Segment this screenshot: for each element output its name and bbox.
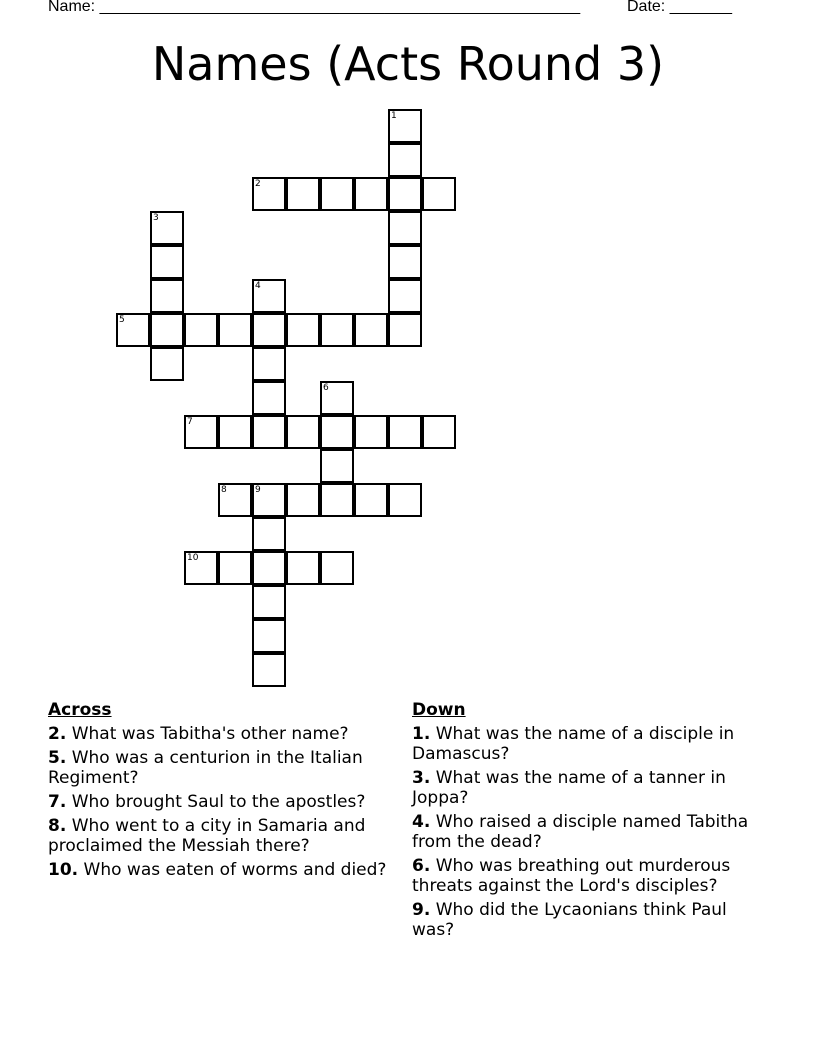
- grid-cell[interactable]: [218, 313, 252, 347]
- grid-cell[interactable]: [354, 313, 388, 347]
- clue-text: Who raised a disciple named Tabitha from the dead?: [412, 812, 749, 852]
- grid-cell[interactable]: [388, 415, 422, 449]
- down-heading: Down: [412, 700, 466, 720]
- across-clue: [48, 816, 393, 856]
- grid-cell[interactable]: [388, 483, 422, 517]
- grid-cell[interactable]: [388, 279, 422, 313]
- grid-cell[interactable]: [252, 279, 286, 313]
- clue-number: 5.: [48, 748, 67, 768]
- grid-cell[interactable]: [252, 585, 286, 619]
- grid-cell[interactable]: [150, 347, 184, 381]
- grid-cell[interactable]: [354, 177, 388, 211]
- grid-cell[interactable]: [184, 415, 218, 449]
- clue-number: 4.: [412, 812, 431, 832]
- down-clue: [412, 856, 772, 896]
- grid-cell[interactable]: [252, 619, 286, 653]
- grid-cell[interactable]: [388, 313, 422, 347]
- grid-cell[interactable]: [320, 449, 354, 483]
- grid-cell[interactable]: [354, 483, 388, 517]
- grid-cell[interactable]: [422, 415, 456, 449]
- across-clues: [48, 700, 393, 884]
- across-clue: [48, 792, 393, 812]
- down-clue: [412, 900, 772, 940]
- clue-text: Who was breathing out murderous threats against the Lord's disciples?: [412, 856, 731, 896]
- grid-cell[interactable]: [286, 313, 320, 347]
- clue-number: 9.: [412, 900, 431, 920]
- clue-text: What was Tabitha's other name?: [71, 724, 349, 744]
- grid-cell[interactable]: [354, 415, 388, 449]
- clue-text: Who did the Lycaonians think Paul was?: [412, 900, 727, 940]
- clue-number-label: 10: [187, 553, 199, 563]
- grid-cell[interactable]: [388, 211, 422, 245]
- grid-cell[interactable]: [320, 551, 354, 585]
- clue-text: Who was eaten of worms and died?: [83, 860, 387, 880]
- grid-cell[interactable]: [218, 415, 252, 449]
- grid-cell[interactable]: [320, 313, 354, 347]
- clue-text: What was the name of a tanner in Joppa?: [412, 768, 726, 808]
- grid-cell[interactable]: [252, 381, 286, 415]
- down-clue: [412, 812, 772, 852]
- down-clue: [412, 768, 772, 808]
- grid-cell[interactable]: [218, 483, 252, 517]
- grid-cell[interactable]: [252, 483, 286, 517]
- clue-number-label: 4: [255, 281, 261, 291]
- grid-cell[interactable]: [388, 177, 422, 211]
- grid-cell[interactable]: [116, 313, 150, 347]
- clue-number-label: 8: [221, 485, 227, 495]
- clue-text: Who was a centurion in the Italian Regiment?: [48, 748, 363, 788]
- clue-number: 3.: [412, 768, 431, 788]
- grid-cell[interactable]: [320, 483, 354, 517]
- clue-number-label: 3: [153, 213, 159, 223]
- date-field-label: Date: _______: [627, 0, 732, 15]
- grid-cell[interactable]: [252, 313, 286, 347]
- clue-text: What was the name of a disciple in Damascus?: [412, 724, 735, 764]
- grid-cell[interactable]: [286, 483, 320, 517]
- grid-cell[interactable]: [184, 551, 218, 585]
- across-clue: [48, 748, 393, 788]
- grid-cell[interactable]: [422, 177, 456, 211]
- clue-number: 1.: [412, 724, 431, 744]
- grid-cell[interactable]: [286, 551, 320, 585]
- grid-cell[interactable]: [388, 143, 422, 177]
- clue-number-label: 1: [391, 111, 397, 121]
- grid-cell[interactable]: [150, 211, 184, 245]
- grid-cell[interactable]: [286, 415, 320, 449]
- clue-number-label: 6: [323, 383, 329, 393]
- grid-cell[interactable]: [252, 517, 286, 551]
- grid-cell[interactable]: [150, 313, 184, 347]
- grid-cell[interactable]: [286, 177, 320, 211]
- clue-number-label: 5: [119, 315, 125, 325]
- grid-cell[interactable]: [252, 415, 286, 449]
- grid-cell[interactable]: [150, 245, 184, 279]
- clue-text: Who brought Saul to the apostles?: [71, 792, 366, 812]
- grid-cell[interactable]: [184, 313, 218, 347]
- grid-cell[interactable]: [252, 653, 286, 687]
- across-clue: [48, 724, 393, 744]
- clue-number: 6.: [412, 856, 431, 876]
- grid-cell[interactable]: [388, 245, 422, 279]
- clue-number-label: 7: [187, 417, 193, 427]
- grid-cell[interactable]: [320, 415, 354, 449]
- across-heading: Across: [48, 700, 112, 720]
- grid-cell[interactable]: [320, 177, 354, 211]
- grid-cell[interactable]: [150, 279, 184, 313]
- clue-number-label: 2: [255, 179, 261, 189]
- grid-cell[interactable]: [252, 177, 286, 211]
- clue-number-label: 9: [255, 485, 261, 495]
- clue-number: 7.: [48, 792, 67, 812]
- name-field-label: Name: ______________________________________________________: [48, 0, 581, 15]
- down-clue: [412, 724, 772, 764]
- clue-number: 8.: [48, 816, 67, 836]
- grid-cell[interactable]: [252, 347, 286, 381]
- clue-number: 2.: [48, 724, 67, 744]
- grid-cell[interactable]: [252, 551, 286, 585]
- down-clues: [412, 700, 772, 944]
- page-title: Names (Acts Round 3): [151, 37, 665, 91]
- grid-cell[interactable]: [218, 551, 252, 585]
- across-clue: [48, 860, 393, 880]
- clue-number: 10.: [48, 860, 79, 880]
- grid-cell[interactable]: [320, 381, 354, 415]
- clue-text: Who went to a city in Samaria and proclaimed the Messiah there?: [48, 816, 366, 856]
- grid-cell[interactable]: [388, 109, 422, 143]
